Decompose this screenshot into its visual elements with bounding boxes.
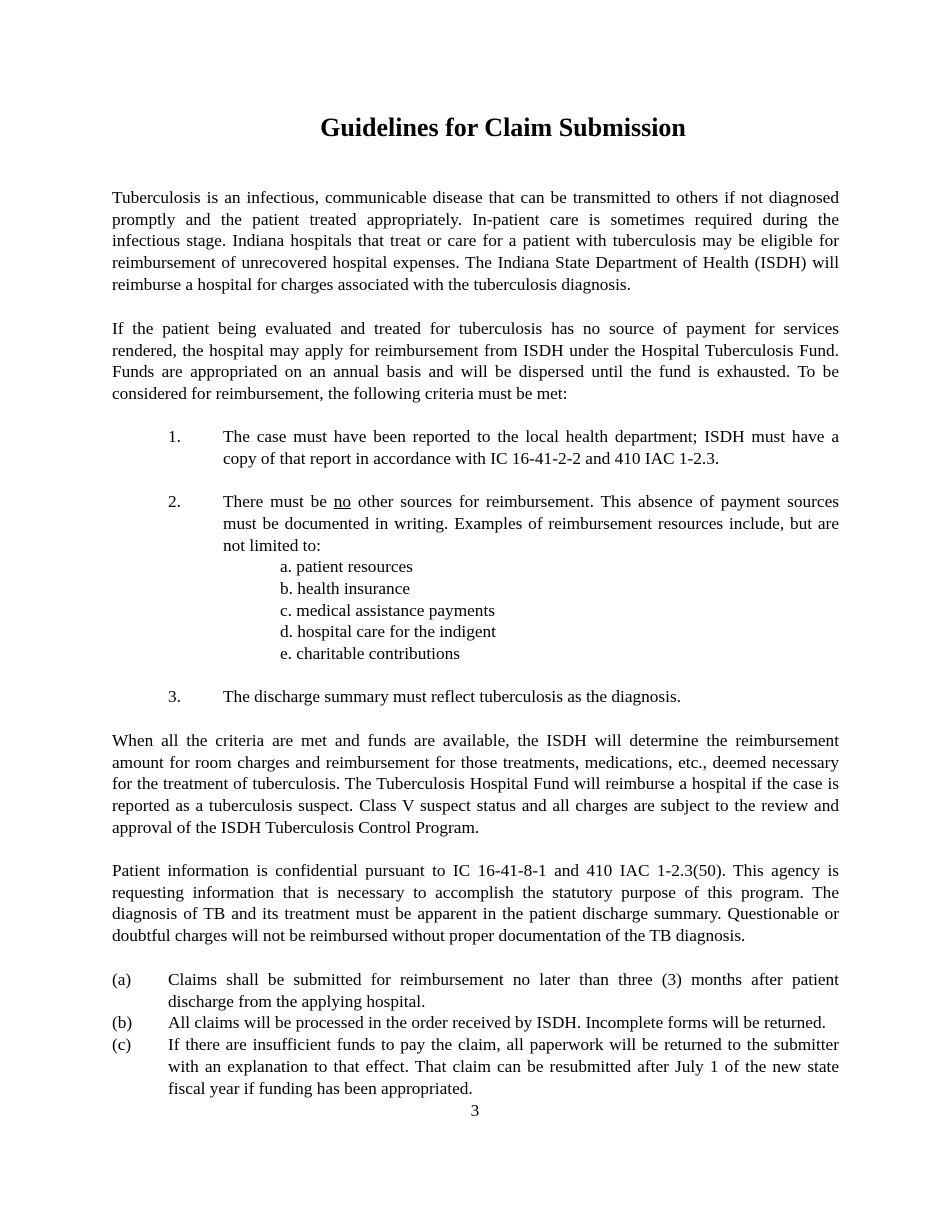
intro-paragraph [112, 187, 839, 296]
paragraph-text: If the patient being evaluated and treated for tuberculosis has no source of payment for services rendered, the hospital may apply for reimbursement from ISDH under the Hospital Tuberculosis Fund. Funds are appropriated on an annual basis and will be dispersed until the fund is exhausted. To be considered for reimbursement, the following criteria must be met: [112, 319, 839, 404]
rule-item-a [112, 969, 839, 1012]
sub-list-item: b. health insurance [280, 578, 411, 598]
paragraph-text: Patient information is confidential pursuant to IC 16-41-8-1 and 410 IAC 1-2.3(50). This agency is requesting information that is necessary to accomplish the statutory purpose of this program. The diagnosis of TB and its treatment must be apparent in the patient discharge summary. Questionable or doubtful charges will not be reimbursed without proper documentation of the TB diagnosis. [112, 861, 839, 946]
item-text: The discharge summary must reflect tuberculosis as the diagnosis. [223, 687, 682, 707]
reimbursement-paragraph [112, 730, 839, 839]
rule-label: (c) [112, 1035, 132, 1055]
item-number: 3. [168, 687, 181, 707]
sub-list-item: d. hospital care for the indigent [280, 622, 496, 642]
rule-text: If there are insufficient funds to pay the claim, all paperwork will be returned to the submitter with an explanation to that effect. That claim can be resubmitted after July 1 of the new state fiscal year if funding has been appropriated. [168, 1035, 839, 1098]
sub-list-item: c. medical assistance payments [280, 600, 495, 620]
criteria-item-1 [168, 426, 839, 469]
criteria-item-2 [168, 491, 839, 665]
paragraph-text: Tuberculosis is an infectious, communicable disease that can be transmitted to others if not diagnosed promptly and the patient treated appropriately. In-patient care is sometimes required during the infectious stage. Indiana hospitals that treat or care for a patient with tuberculosis may be eligible for reimbursement of unrecovered hospital expenses. The Indiana State Department of Health (ISDH) will reimburse a hospital for charges associated with the tuberculosis diagnosis. [112, 188, 839, 294]
sub-list-item: e. charitable contributions [280, 644, 460, 664]
page-number: 3 [470, 1101, 480, 1120]
rule-item-c [112, 1034, 839, 1099]
reimbursement-resources-list [223, 556, 839, 665]
rule-item-b [112, 1012, 839, 1034]
rule-text: All claims will be processed in the order received by ISDH. Incomplete forms will be returned. [168, 1013, 826, 1033]
rule-label: (b) [112, 1013, 133, 1033]
item-number: 1. [168, 427, 181, 446]
criteria-list [168, 426, 839, 708]
item-text-after: other sources for reimbursement. This absence of payment sources must be documented in writing. Examples of reimbursement resources include, but are not limited to: [223, 492, 839, 555]
item-text-emphasis: no [333, 492, 352, 512]
item-text-before: There must be [223, 492, 334, 512]
submission-rules-list [112, 969, 839, 1099]
funding-paragraph [112, 318, 839, 405]
rule-label: (a) [112, 970, 132, 989]
sub-list-item: a. patient resources [280, 557, 413, 577]
confidentiality-paragraph [112, 860, 839, 947]
paragraph-text: When all the criteria are met and funds are available, the ISDH will determine the reimbursement amount for room charges and reimbursement for those treatments, medications, etc., deemed necessary for the treatment of tuberculosis. The Tuberculosis Hospital Fund will reimburse a hospital if the case is reported as a tuberculosis suspect. Class V suspect status and all charges are subject to the review and approval of the ISDH Tuberculosis Control Program. [112, 731, 839, 837]
criteria-item-3 [168, 686, 839, 708]
item-number: 2. [168, 492, 181, 512]
rule-text: Claims shall be submitted for reimbursement no later than three (3) months after patient discharge from the applying hospital. [168, 970, 839, 1011]
item-text: The case must have been reported to the local health department; ISDH must have a copy of that report in accordance with IC 16-41-2-2 and 410 IAC 1-2.3. [223, 427, 839, 468]
page-title: Guidelines for Claim Submission [320, 113, 686, 142]
